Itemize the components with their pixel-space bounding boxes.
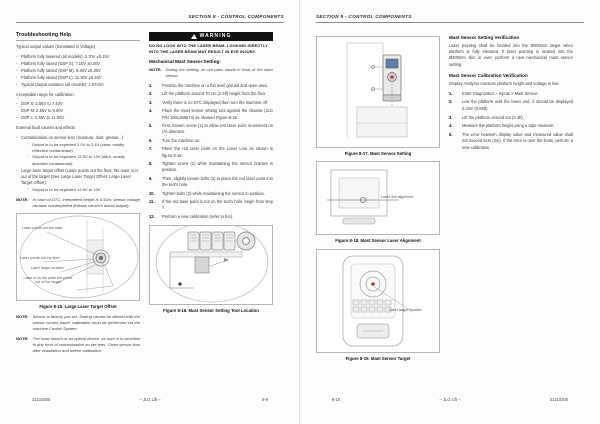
step-text: The error between display value and measured value shall not exceed 5cm (2in). If the error is over the limits, perform a new calibration. (462, 132, 573, 150)
step-text: Lift the platform around 1m (3.3ft). (462, 114, 524, 120)
list-item: - DSP L: 2.55V to 11.60V (16, 115, 140, 121)
list-item (449, 123, 573, 129)
section-heading-troubleshooting: Troubleshooting Help (16, 31, 72, 38)
list-item (149, 83, 273, 89)
figure-8-17-caption: Figure 8-17. Mast Sensor Setting (344, 150, 412, 156)
step-text: Place the red laser point on the Laser Line as shown in figure 8-18. (162, 146, 273, 158)
list-item (149, 123, 273, 136)
note-text: In case of DTC, interpreted height is 4.53m; sensor voltage remains uninterpreted (follows sensor's actual output). (32, 196, 140, 208)
note-text: During the setting, do not pass hands in front of the laser sensor. (165, 67, 273, 79)
figure-8-19-caption: Figure 8-19. Mast Sensor Target (345, 355, 411, 361)
step-text: Lift the platform around 70 cm (2.3ft) height from the floor. (162, 91, 267, 97)
list-item (449, 115, 573, 121)
typical-values-list (16, 54, 140, 88)
step-text: Measure the platform height using a tape measure. (462, 123, 555, 129)
list-item (149, 176, 273, 189)
calibration-verification-heading: Mast Sensor Calibration Verification (449, 72, 528, 78)
footer-right (332, 397, 568, 402)
warning-title: WARNING (199, 33, 232, 40)
note-factory-preset (16, 314, 140, 332)
calibration-range-intro: Acceptable range for calibration: (16, 91, 75, 97)
setting-verification-heading: Mast Sensor Setting Verification (449, 34, 520, 40)
figure-8-18-image (316, 161, 440, 235)
list-item (449, 132, 573, 151)
list-item (149, 214, 273, 220)
note-text: Sensor is factory pre-set. Setting cannot be altered with the sensor control panel; calibration must be performed via the machine Control System. (32, 314, 140, 332)
fault-text: Large laser target offset (Laser points out the floor, the mast or is out of the target (See Large Laser Target Offset: Large Laser Target Offset): (21, 167, 139, 186)
step-text: If the red laser point is not on the tool's hole, begin from step 7. (162, 199, 273, 211)
step-text: Place the mast sensor setting tool against the chassis (JLG P/N 1001285673) as showed Figure 8-16. (162, 108, 273, 120)
right-page-columns (316, 32, 584, 400)
calibration-verification-steps (449, 91, 573, 151)
running-head-left: SECTION 8 - CONTROL COMPONENTS (188, 14, 284, 19)
list-item: - Platform fully raised (DSP L): 11.30V ±0.30V (16, 75, 140, 81)
step-text: Position the machine on a flat level ground and open area. (162, 83, 268, 89)
header-rule-right (316, 22, 584, 23)
left-page-columns (16, 32, 284, 400)
laser-line-alignment-label: Laser line alignment (381, 194, 414, 199)
note-dtc (16, 197, 140, 209)
figure-8-15-caption: Figure 8-15. Large Laser Target Offset (39, 304, 117, 310)
page-8-10 (300, 0, 600, 424)
list-item (149, 191, 273, 197)
list-item (149, 146, 273, 159)
fault-text: Contamination on sensor lens (moisture, dust, grease...) (21, 134, 123, 140)
figure-label-floor: Laser points out the floor (20, 256, 60, 261)
list-item (149, 161, 273, 174)
figure-8-16-image (149, 225, 273, 305)
step-text: Enter Diagnostics > Inputs > Mast Sensor. (462, 90, 539, 96)
footer-left (32, 397, 268, 402)
note-label: NOTE: (16, 196, 29, 202)
step-text: Tighten bolts (2) while maintaining the sensor in position. (162, 190, 265, 196)
warning-text: DO NO LOOK INTO THE LASER BEAM. LOOKING DIRECTLY INTO THE LASER BEAM MAY RESULT IN EYE INJURY. (149, 42, 268, 54)
running-head-right: SECTION 8 - CONTROL COMPONENTS (316, 14, 412, 19)
figure-label-mast: Laser points out the mast (22, 226, 63, 231)
note-text: The mast sensor is an optical device, as such it is sensitive to any form of contamination on the lens. Clean sensor lens after installation and before calibration. (32, 335, 140, 353)
list-item: - Platform fully lowered (all models): 2.70V ±0.15V (16, 54, 140, 60)
list-item: ◦ Output is to be expected 12.5V to 13V (dark, mostly absorber contaminant) (27, 154, 140, 167)
footer-page-number: 8-9 (262, 397, 269, 402)
figure-8-19-image (316, 249, 440, 353)
mechanical-setting-heading: Mechanical Mast Sensor Setting: (149, 59, 221, 65)
calibration-verification-intro: Display Analyzer monitors platform height and voltage in live. (449, 80, 560, 86)
warning-triangle-icon (191, 34, 197, 39)
list-item (149, 138, 273, 144)
step-text: Perform a new calibration (refer to 9.6). (162, 213, 234, 219)
list-item: - Platform fully raised (DSP S): 7.10V ±0.30V (16, 61, 140, 67)
list-item (16, 135, 140, 167)
list-item (449, 99, 573, 112)
list-item (16, 168, 140, 194)
mechanical-setting-steps (149, 83, 273, 220)
list-item: ◦ Output is to be expected 2.0V to 2.4V (clear, mostly reflective contaminant) (27, 142, 140, 155)
figure-8-16-caption: Figure 8-16. Mast Sensor Setting Tool Location (163, 308, 259, 314)
list-item: - DSP M: 2.55V to 9.60V (16, 108, 140, 114)
step-text: Verify there is no DTC displayed then turn the machine off. (162, 99, 268, 105)
step-text: Then, slightly loosen bolts (2) to place the red laser point into the tool's hole. (162, 175, 273, 188)
list-item (449, 91, 573, 97)
figure-label-target-location: Laser target location (31, 266, 64, 271)
laser-target-location-label: Laser target location (389, 307, 422, 312)
step-text: Tighten screw (1) while maintaining the sensor bracket in position. (162, 161, 273, 173)
list-item: - DSP S: 2.55V to 7.40V (16, 101, 140, 107)
note-label: NOTE: (16, 314, 29, 320)
step-text: First, loosen screw (1) to allow red laser point movement on (A) direction. (162, 123, 273, 135)
note-label: NOTE: (16, 335, 29, 341)
figure-label-plate-offset: Laser is on the plate but points out of the target (23, 276, 73, 285)
external-faults-intro: External fault causes and effects (16, 125, 76, 131)
list-item (149, 108, 273, 121)
heading-underline (16, 40, 140, 41)
typical-values-intro: Typical output values (translated in Voltage) (16, 44, 96, 50)
list-item (149, 199, 273, 212)
setting-verification-text: Laser pointing shall be located into the Ø300mm target when platform is fully elevated. If laser pointing is located into the Ø400mm disc or over, perform a new mechanical mast sensor setting. (449, 42, 573, 67)
step-text: Turn the machine on. (162, 137, 201, 143)
left-page-column-1 (16, 32, 140, 400)
warning-box (149, 32, 273, 55)
list-item: - Typical Output variation (all models): 1.57V/m (16, 82, 140, 88)
mast-sensor-setting-tool-illustration (150, 226, 273, 304)
list-item: - Platform fully raised (DSP M): 9.30V ±0.30V (16, 68, 140, 74)
footer-brand: – JLG Lift – (439, 397, 461, 402)
list-item: ◦ Output is to be expected 12.5V to 13V (27, 187, 140, 193)
mast-sensor-laser-alignment-illustration (317, 162, 440, 234)
note-hands-clear (149, 67, 273, 79)
list-item (149, 91, 273, 97)
footer-part-number: 31210300 (549, 397, 569, 402)
left-page-column-2 (149, 32, 273, 400)
right-page-column-1 (316, 32, 440, 400)
footer-brand: – JLG Lift – (139, 397, 161, 402)
calibration-range-list (16, 101, 140, 121)
figure-8-15-image (16, 213, 140, 301)
fault-sublist (21, 142, 140, 167)
list-item (149, 100, 273, 106)
fault-sublist (21, 187, 140, 193)
footer-page-number: 8-10 (332, 397, 341, 402)
mast-sensor-target-illustration (317, 250, 440, 352)
header-rule-left (16, 22, 284, 23)
warning-banner (149, 32, 273, 41)
figure-8-18-caption: Figure 8-18. Mast Sensor Laser Alignment (335, 237, 421, 243)
note-label: NOTE: (149, 67, 162, 73)
figure-8-17-image (316, 36, 440, 148)
mast-sensor-setting-illustration (317, 37, 440, 147)
footer-part-number: 31210300 (32, 397, 51, 402)
note-optical-device (16, 336, 140, 354)
step-text: Low the platform until the lower end, it should be displayed 0.20m (0.66ft). (462, 99, 573, 111)
right-page-column-2 (449, 32, 573, 400)
external-faults-list (16, 135, 140, 193)
